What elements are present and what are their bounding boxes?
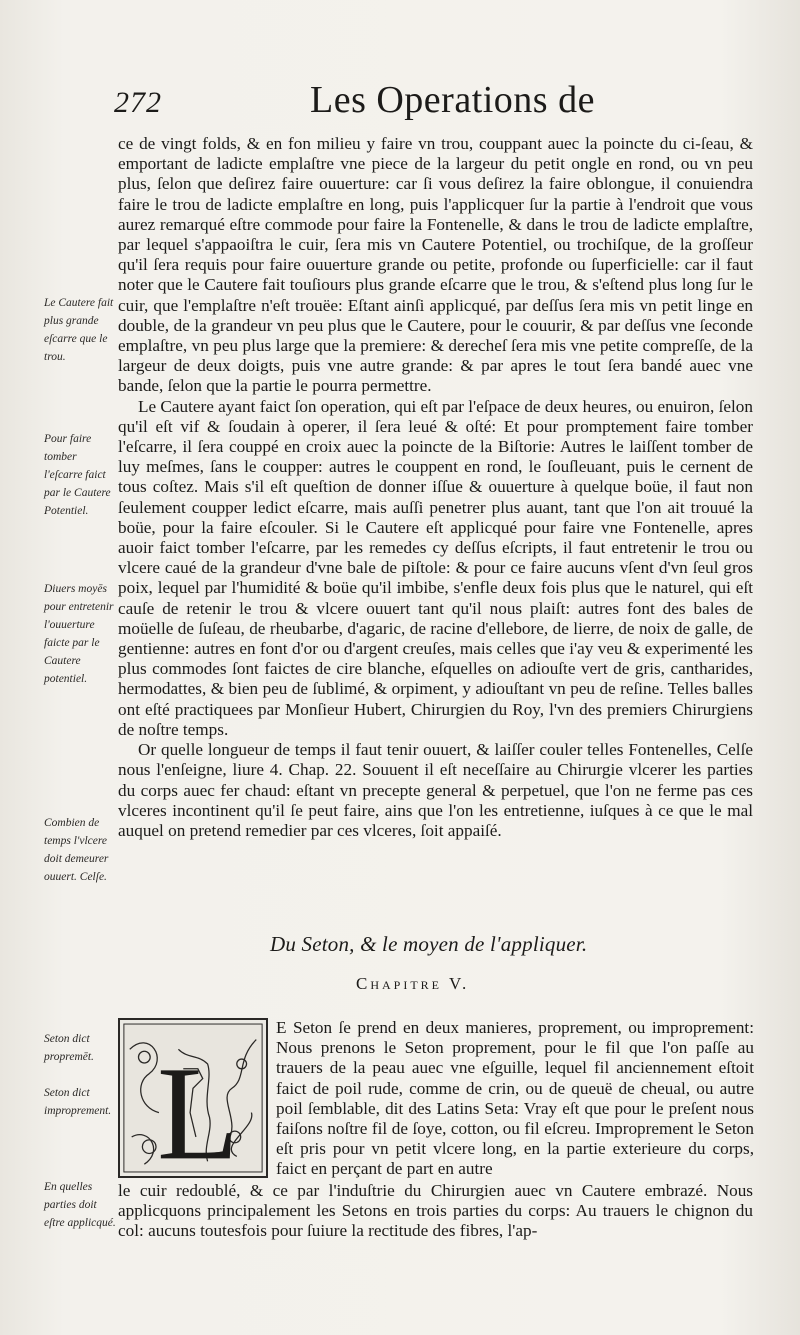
paragraph-1: ce de vingt folds, & en fon milieu y faire vn trou, couppant auec la poincte du ci-ſeau, & emportant de ladicte emplaſtre vne piece de la largeur du petit ongle en rond, ou vn peu plus, ſelon que deſirez faire ouuerture: car ſi vous deſirez la faire oblongue, il conuiendra faire le trou de ladicte emplaſtre en long, puis l'applicquer ſur la partie à l'endroit que vous aurez remarqué eſtre commode pour faire la Fontenelle, & dans le trou de ladicte emplaſtre, par lequel s'appaoiſtra le cuir, ſera mis vn Cautere Potentiel, ou trochiſque, de la groſſeur qu'il ſera requis pour faire ouuerture grande ou petite, profonde ou ſuperficielle: car il faut noter que le Cautere fait touſiours plus grande eſcarre que le trou, & s'eſtend plus long ſur le cuir, que l'emplaſtre n'eſt trouëe: Eſtant ainſi applicqué, par deſſus ſera mis vn petit linge en double, de la grandeur vn peu plus que le Cautere, pour le couurir, & par deſſus vne ſeconde emplaſtre, vn peu plus large que la premiere: & derecheſ ſera mis vne petite compreſſe, de la largeur de deux doigts, puis vne autre grande: & par apres le tout ſera bandé auec vne bande, ſelon que la partie le pourra permettre.: [118, 134, 753, 396]
chapter-text-beside-initial: E Seton ſe prend en deux manieres, proprement, ou improprement: Nous prenons le Seton proprement, pour le fil que l'on paſſe au trauers de la peau auec vne eſguille, lequel fil anciennement eſtoit faict de poil rude, comme de crin, ou de queuë de cheual, ou autre poil ſemblable, dit des Latins Seta: Vray eſt que pour le preſent nous faiſons noſtre fil de ſoye, cotton, ou fil eſcreu. Improprement le Seton eſt pris pour vn petit vlcere long, en la partie exterieure du corps, faict en perçant de part en autre: [276, 1018, 754, 1179]
chapter-text-continued: le cuir redoublé, & ce par l'induſtrie du Chirurgien auec vn Cautere embrazé. Nous applicquons principalement les Setons en trois parties du corps: Au trauers le chignon du col: aucuns toutesfois pour ſuiure la rectitude des fibres, l'ap-: [118, 1181, 753, 1241]
paragraph-2: Le Cautere ayant faict ſon operation, qui eſt par l'eſpace de deux heures, ou enuiron, ſelon qu'il eſt vif & ſoudain à operer, il ſera leué & oſté: Et pour promptement faire tomber l'eſcarre, il ſera couppé en croix auec la poincte de la Biſtorie: Autres le laiſſent tomber de luy meſmes, ſans le coupper: autres le couppent en rond, le ſouſleuant, puis le cernent de tous coſtez. Mais s'il eſt queſtion de donner iſſue & ouuerture à quelque boüe, il faut non ſeulement coupper ledict eſcarre, mais auſſi penetrer plus auant, tant que l'on ait trouué la boüe, pour la faire eſcouler. Si le Cautere eſt applicqué pour faire vne Fontenelle, apres auoir faict tomber l'eſcarre, par les remedes cy deſſus eſcripts, il faut entretenir le trou ou vlcere caué de la grandeur d'vne bale de piſtole: & pour ce faire aucuns vſent d'vn ſeul gros poix, lequel par l'humidité & boüe qu'il imbibe, s'enfle deux fois plus que le naturel, qui eſt cauſe de retenir le trou & vlcere ouuert tant qu'il nous plaiſt: autres font des bales de moüelle de ſuſeau, de rheubarbe, d'agaric, de racine d'ellebore, de lierre, de noix de galle, de gentienne: autres en font d'or ou d'argent creuſes, mais celles que i'ay veu & experimenté les plus commodes ſont faictes de cire blanche, eſquelles on adiouſte vert de gris, cantharides, hermodattes, & bien peu de ſublimé, & orpiment, y adiouſtant vn peu de reſine. Telles balles ont eſté practiquees par Monſieur Hubert, Chirurgien du Roy, l'vn des premiers Chirurgiens de noſtre temps.: [118, 396, 753, 739]
page-header: [110, 70, 770, 130]
margin-note-seton-improprement: Seton dict improprement.: [44, 1087, 112, 1117]
decorated-initial-l: [118, 1018, 268, 1178]
running-title: Les Operations de: [310, 79, 595, 121]
margin-note-diuers-moyens: Diuers moyēs pour entretenir l'ouuerture faicte par le Cautere potentiel.: [44, 583, 114, 685]
margin-note-quelles-parties: En quelles parties doit eſtre applicqué.: [44, 1181, 116, 1229]
margin-note-combien-temps: Combien de temps l'vlcere doit demeurer ouuert. Celſe.: [44, 817, 109, 883]
engraved-initial-icon: [120, 1020, 266, 1176]
main-text-block: [118, 134, 753, 841]
margin-note-cautere-escarre: Le Cautere fait plus grande eſcarre que le trou.: [44, 297, 114, 363]
margin-note-tomber-escarre: Pour faire tomber l'eſcarre faict par le Cautere Potentiel.: [44, 433, 111, 517]
drop-cap-letter: L: [156, 1039, 240, 1176]
paragraph-3: Or quelle longueur de temps il faut tenir ouuert, & laiſſer couler telles Fontenelles, Celſe nous l'enſeigne, liure 4. Chap. 22. Souuent il eſt neceſſaire au Chirurgie vlcerer les parties du corps auec fer chaud: eſtant vn precepte general & perpetuel, que l'on ne ferme pas ces vlceres incontinent qu'il ſe peut faire, ains que l'on les entretienne, iuſques à ce que le mal auquel on pretend remedier par ces vlceres, ſoit appaiſé.: [118, 740, 753, 840]
chapter-title: Chapitre V.: [356, 974, 470, 993]
section-title: Du Seton, & le moyen de l'appliquer.: [270, 932, 588, 956]
page-number: 272: [114, 86, 162, 119]
margin-note-seton-proprement: Seton dict propremēt.: [44, 1033, 94, 1063]
